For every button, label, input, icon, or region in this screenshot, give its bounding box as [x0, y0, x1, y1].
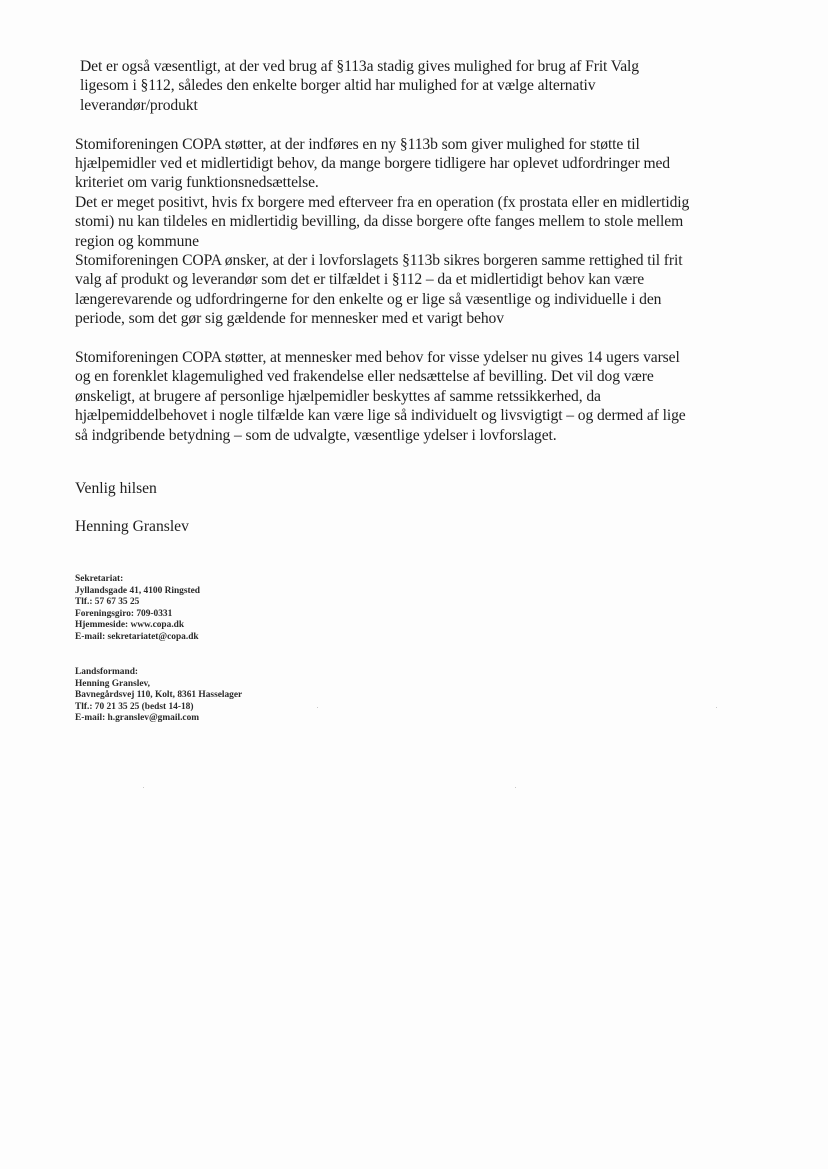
scan-speck — [515, 787, 516, 788]
paragraph-varsel — [75, 348, 755, 445]
text-line: valg af produkt og leverandør som det er tilfældet i §112 – da et midlertidigt behov kan være — [75, 271, 645, 289]
text-line: længerevarende og udfordringerne for den enkelte og er lige så væsentlige og individuelle i den — [75, 290, 662, 308]
text-line: Stomiforeningen COPA støtter, at der indføres en ny §113b som giver mulighed for støtte til — [75, 135, 640, 153]
text-line: Stomiforeningen COPA støtter, at mennesker med behov for visse ydelser nu gives 14 ugers varsel — [75, 349, 680, 367]
text-line: periode, som det gør sig gældende for mennesker med et varigt behov — [75, 310, 504, 328]
text-line: Det er også væsentligt, at der ved brug af §113a stadig gives mulighed for brug af Frit Valg — [80, 58, 639, 75]
text-line: region og kommune — [75, 232, 199, 250]
scan-speck — [143, 787, 144, 788]
text-line: hjælpemidler ved et midlertidigt behov, da mange borgere tidligere har oplevet udfordringer med — [75, 155, 671, 173]
contact-address: Jyllandsgade 41, 4100 Ringsted — [75, 585, 201, 596]
contact-email: E-mail: h.granslev@gmail.com — [75, 713, 200, 724]
closing-greeting: Venlig hilsen — [75, 480, 157, 497]
scan-speck — [317, 707, 318, 708]
contact-heading: Landsformand: — [75, 667, 139, 677]
text-line: Det er meget positivt, hvis fx borgere med efterveer fra en operation (fx prostata eller en midlertidig — [75, 193, 690, 211]
contact-website: Hjemmeside: www.copa.dk — [75, 620, 185, 631]
letter-body — [75, 57, 755, 445]
signer-name: Henning Granslev — [75, 518, 189, 535]
contact-address: Bavnegårdsvej 110, Kolt, 8361 Hasselager — [75, 690, 243, 701]
scan-speck — [716, 707, 717, 708]
text-line: hjælpemiddelbehovet i nogle tilfælde kan være lige så individuelt og livsvigtigt – og dermed af lige — [75, 407, 686, 425]
text-line: ligesom i §112, således den enkelte borger altid har mulighed for at vælge alternativ — [80, 77, 596, 95]
text-line: så indgribende betydning – som de udvalgte, væsentlige ydelser i lovforslaget. — [75, 426, 557, 444]
chairman-contact — [75, 667, 242, 725]
text-line: stomi) nu kan tildeles en midlertidig bevilling, da disse borgere ofte fanges mellem to stole mellem — [75, 213, 684, 231]
contact-name: Henning Granslev, — [75, 678, 151, 689]
contact-phone: Tlf.: 70 21 35 25 (bedst 14-18) — [75, 701, 194, 712]
text-line: leverandør/produkt — [80, 96, 198, 114]
paragraph-113b — [75, 135, 755, 329]
contact-email: E-mail: sekretariatet@copa.dk — [75, 631, 199, 642]
text-line: ønskeligt, at brugere af personlige hjælpemidler beskyttes af samme retssikkerhed, da — [75, 387, 601, 405]
paragraph-frit-valg — [75, 57, 755, 115]
contact-heading: Sekretariat: — [75, 574, 124, 584]
text-line: kriteriet om varig funktionsnedsættelse. — [75, 174, 319, 192]
secretariat-contact — [75, 574, 200, 644]
contact-phone: Tlf.: 57 67 35 25 — [75, 597, 140, 608]
text-line: Stomiforeningen COPA ønsker, at der i lovforslagets §113b sikres borgeren samme rettighed til frit — [75, 252, 683, 270]
contact-giro: Foreningsgiro: 709-0331 — [75, 608, 173, 619]
text-line: og en forenklet klagemulighed ved frakendelse eller nedsættelse af bevilling. Det vil dog være — [75, 368, 654, 386]
